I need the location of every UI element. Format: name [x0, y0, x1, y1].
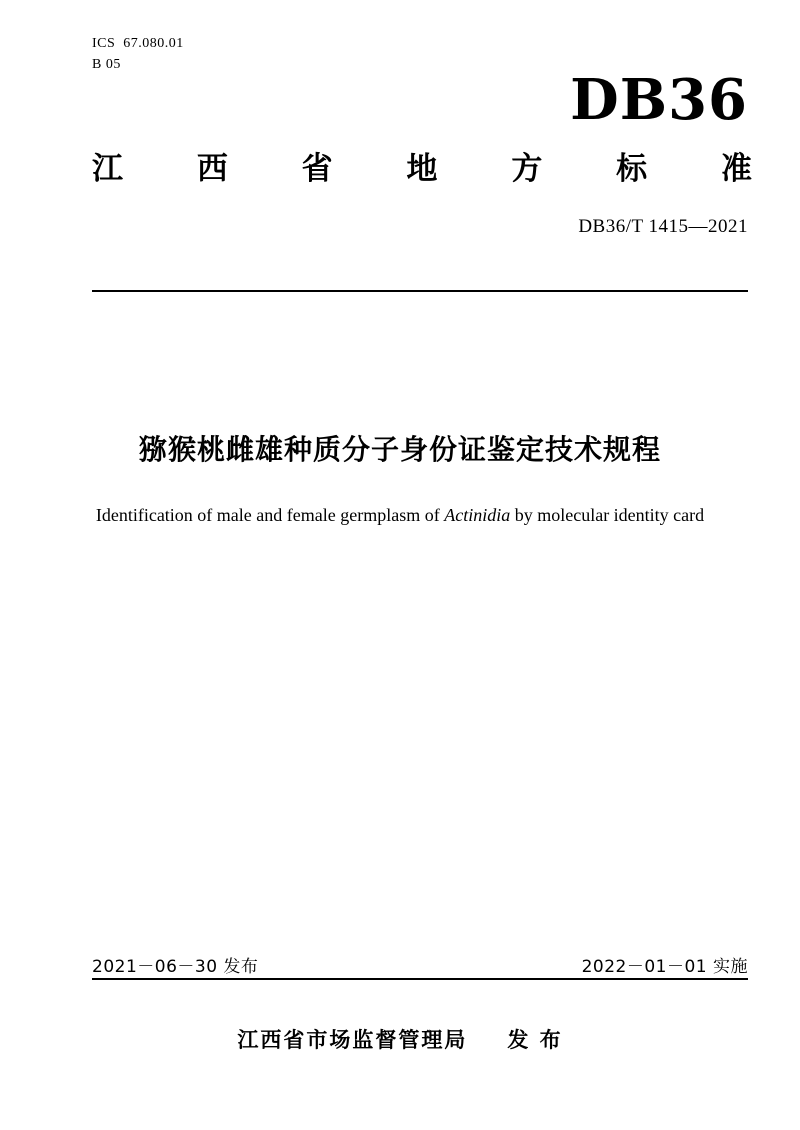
org-title-char-6: 准 [720, 151, 752, 187]
subtitle-part-2: by molecular identity card [510, 505, 705, 525]
header-divider [92, 290, 748, 292]
org-title-char-1: 西 [196, 151, 228, 187]
subtitle-genus-name: Actinidia [444, 505, 511, 525]
org-title-char-2: 省 [301, 151, 333, 187]
ics-block [92, 33, 184, 75]
db36-logo: DB36 [570, 67, 748, 133]
publisher-name: 江西省市场监督管理局 [237, 1028, 468, 1052]
issue-date: 2021－06－30 发布 [92, 957, 259, 977]
org-title-char-3: 地 [406, 151, 438, 187]
subtitle-part-1: Identification of male and female germplasm of [95, 505, 445, 525]
org-title-char-5: 标 [616, 151, 648, 187]
effective-date: 2022－01－01 实施 [581, 957, 748, 977]
standard-org-title [92, 150, 752, 188]
org-title-char-0: 江 [92, 151, 123, 187]
org-title-char-4: 方 [511, 151, 543, 187]
footer-divider [92, 978, 748, 980]
date-row [92, 952, 748, 977]
publish-label: 发 布 [507, 1028, 563, 1052]
standard-number: DB36/T 1415—2021 [578, 216, 748, 237]
publisher-line [0, 1024, 800, 1054]
classification-code: B 05 [92, 57, 121, 72]
page-subtitle-english [60, 502, 740, 528]
page-title: 猕猴桃雌雄种质分子身份证鉴定技术规程 [138, 433, 661, 466]
ics-code: ICS 67.080.01 [92, 36, 184, 51]
